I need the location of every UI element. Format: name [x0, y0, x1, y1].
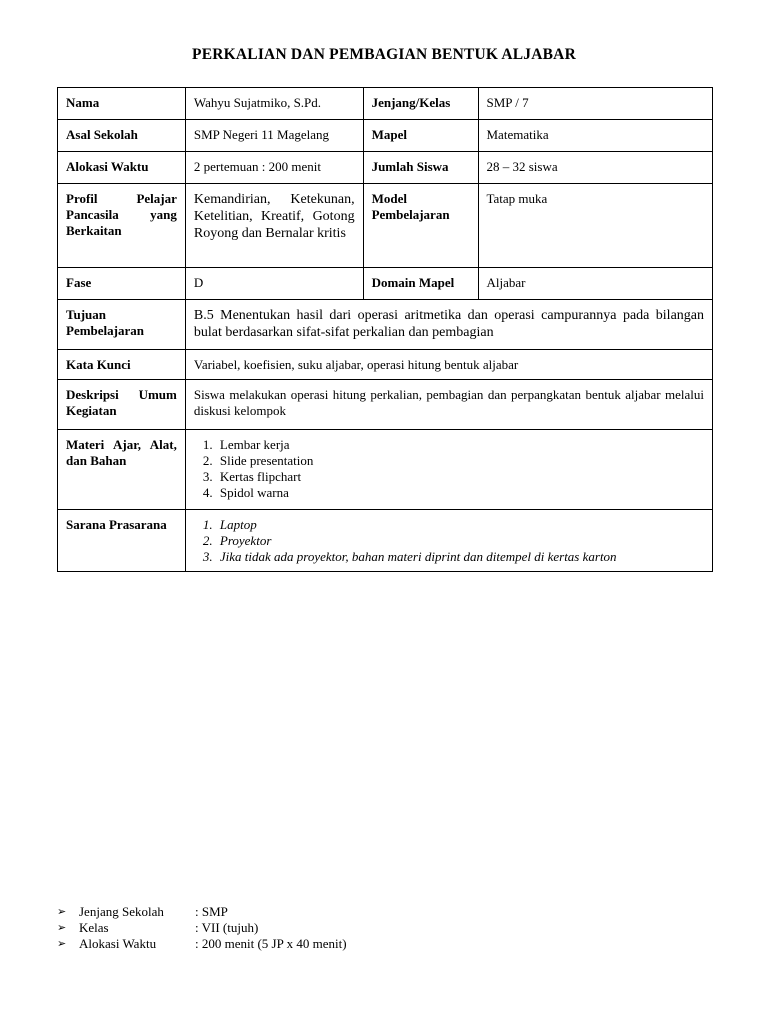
materi-ajar-value — [185, 430, 712, 510]
table-row — [58, 350, 713, 380]
domain-mapel-value: Aljabar — [478, 268, 713, 300]
footer-row — [57, 920, 347, 936]
table-row — [58, 268, 713, 300]
model-pembelajaran-value: Tatap muka — [478, 184, 713, 268]
jenjang-kelas-label: Jenjang/Kelas — [363, 88, 478, 120]
table-row — [58, 120, 713, 152]
jumlah-siswa-label: Jumlah Siswa — [363, 152, 478, 184]
footer-label: Jenjang Sekolah — [79, 904, 164, 919]
mapel-value: Matematika — [478, 120, 713, 152]
table-row — [58, 152, 713, 184]
jumlah-siswa-value: 28 – 32 siswa — [478, 152, 713, 184]
table-row — [58, 430, 713, 510]
asal-sekolah-value: SMP Negeri 11 Magelang — [185, 120, 363, 152]
asal-sekolah-label: Asal Sekolah — [58, 120, 186, 152]
sarana-prasarana-label: Sarana Prasarana — [58, 510, 186, 572]
footer-value: : SMP — [195, 904, 228, 919]
footer-info — [57, 904, 347, 952]
materi-ajar-list — [194, 437, 704, 501]
sarana-prasarana-value — [185, 510, 712, 572]
table-row — [58, 300, 713, 350]
list-item: 1. Laptop — [216, 517, 704, 533]
footer-value: : 200 menit (5 JP x 40 menit) — [195, 936, 347, 951]
list-item: 3. Kertas flipchart — [216, 469, 704, 485]
kata-kunci-value: Variabel, koefisien, suku aljabar, operasi hitung bentuk aljabar — [185, 350, 712, 380]
fase-value: D — [185, 268, 363, 300]
table-row — [58, 184, 713, 268]
domain-mapel-label: Domain Mapel — [363, 268, 478, 300]
footer-row — [57, 936, 347, 952]
model-pembelajaran-label: Model Pembelajaran — [363, 184, 478, 268]
profil-pelajar-label: Profil Pelajar Pancasila yang Berkaitan — [58, 184, 186, 268]
list-item: 2. Slide presentation — [216, 453, 704, 469]
tujuan-pembelajaran-value: B.5 Menentukan hasil dari operasi aritmetika dan operasi campurannya pada bilangan bulat berdasarkan sifat-sifat perkalian dan pembagian — [185, 300, 712, 350]
footer-value: : VII (tujuh) — [195, 920, 259, 935]
jenjang-kelas-value: SMP / 7 — [478, 88, 713, 120]
nama-value: Wahyu Sujatmiko, S.Pd. — [185, 88, 363, 120]
list-item: 2. Proyektor — [216, 533, 704, 549]
alokasi-waktu-label: Alokasi Waktu — [58, 152, 186, 184]
mapel-label: Mapel — [363, 120, 478, 152]
document-title: PERKALIAN DAN PEMBAGIAN BENTUK ALJABAR — [192, 46, 576, 63]
footer-label: Kelas — [79, 920, 109, 935]
sarana-prasarana-list — [194, 517, 704, 565]
profil-pelajar-value: Kemandirian, Ketekunan, Ketelitian, Kreatif, Gotong Royong dan Bernalar kritis — [185, 184, 363, 268]
list-item: 4. Spidol warna — [216, 485, 704, 501]
deskripsi-umum-value: Siswa melakukan operasi hitung perkalian, pembagian dan perpangkatan bentuk aljabar melalui diskusi kelompok — [185, 380, 712, 430]
materi-ajar-label: Materi Ajar, Alat, dan Bahan — [58, 430, 186, 510]
table-row — [58, 380, 713, 430]
footer-row — [57, 904, 347, 920]
info-table — [57, 87, 713, 572]
kata-kunci-label: Kata Kunci — [58, 350, 186, 380]
arrow-bullet-icon: ➢ — [57, 938, 67, 950]
table-row — [58, 88, 713, 120]
fase-label: Fase — [58, 268, 186, 300]
tujuan-pembelajaran-label: Tujuan Pembelajaran — [58, 300, 186, 350]
footer-label: Alokasi Waktu — [79, 936, 157, 951]
arrow-bullet-icon: ➢ — [57, 906, 67, 918]
list-item: 1. Lembar kerja — [216, 437, 704, 453]
list-item: 3. Jika tidak ada proyektor, bahan materi diprint dan ditempel di kertas karton — [216, 549, 704, 565]
deskripsi-umum-label: Deskripsi Umum Kegiatan — [58, 380, 186, 430]
nama-label: Nama — [58, 88, 186, 120]
alokasi-waktu-value: 2 pertemuan : 200 menit — [185, 152, 363, 184]
arrow-bullet-icon: ➢ — [57, 922, 67, 934]
table-row — [58, 510, 713, 572]
